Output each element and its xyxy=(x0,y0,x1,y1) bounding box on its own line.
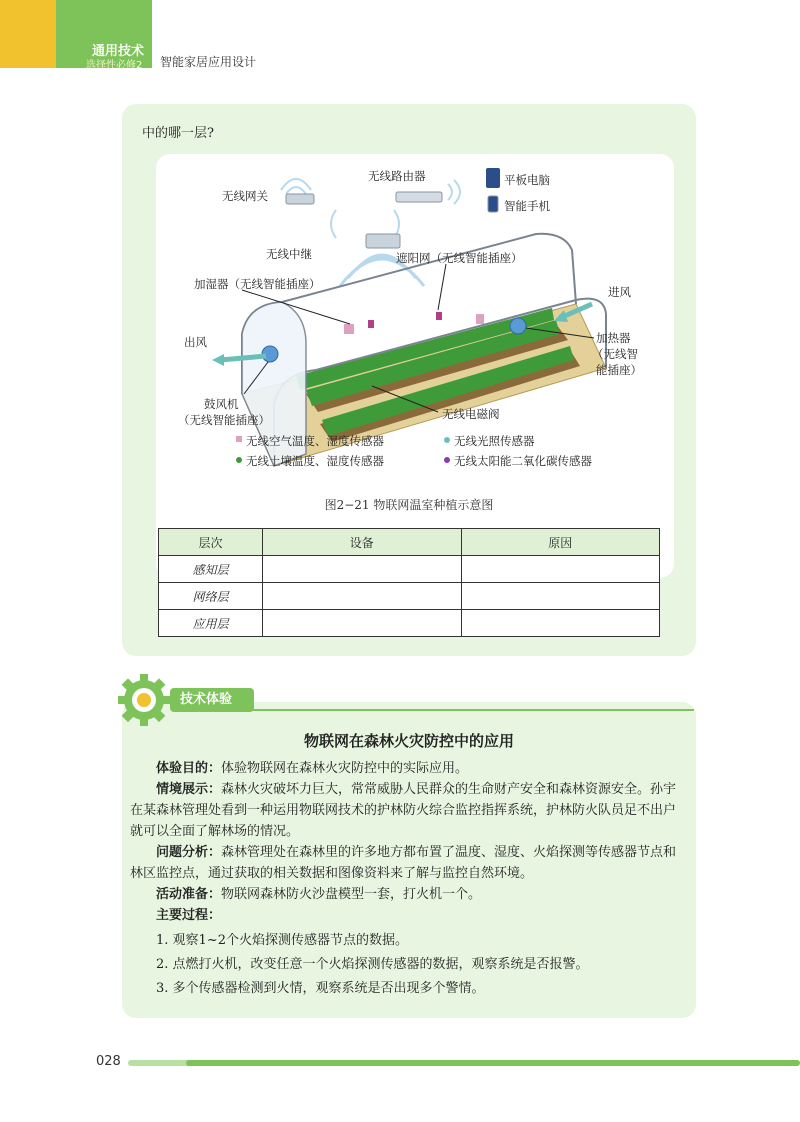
label-air-out: 出风 xyxy=(184,335,207,349)
tech-experience-badge: 技术体验 xyxy=(170,688,254,712)
prep-paragraph xyxy=(130,884,686,905)
book-subtitle: 选择性必修2 xyxy=(86,60,143,71)
purpose-paragraph xyxy=(130,758,686,779)
panel-lead-text: 中的哪一层? xyxy=(142,126,214,141)
chapter-title: 智能家居应用设计 xyxy=(160,55,257,69)
legend-light-sensor: 无线光照传感器 xyxy=(454,434,535,448)
label-blower-1: 鼓风机 xyxy=(204,397,239,411)
table-header: 设备 xyxy=(263,529,462,556)
table-header: 层次 xyxy=(159,529,263,556)
table-cell: 感知层 xyxy=(159,556,263,583)
purpose-label: 体验目的： xyxy=(156,761,222,776)
legend-marker-air xyxy=(236,436,242,442)
wifi-icon xyxy=(448,180,460,204)
table-cell[interactable] xyxy=(461,556,660,583)
table-header-row xyxy=(159,529,660,556)
footer-bar xyxy=(186,1060,800,1066)
table-cell[interactable] xyxy=(263,610,462,637)
scenario-label: 情境展示： xyxy=(156,782,222,797)
analysis-label: 问题分析： xyxy=(156,845,222,860)
label-air-in: 进风 xyxy=(608,285,631,299)
layer-table xyxy=(158,528,660,637)
gear-icon xyxy=(116,672,172,728)
analysis-text: 森林管理处在森林里的许多地方都布置了温度、湿度、火焰探测等传感器节点和林区监控点，通过获取的相关数据和图像资料来了解与监控自然环境。 xyxy=(130,845,677,881)
sensor-icon xyxy=(436,312,442,320)
page-number: 028 xyxy=(96,1054,121,1069)
label-heater-1: 加热器 xyxy=(596,331,631,345)
book-title: 通用技术 xyxy=(92,44,145,59)
legend-marker-soil xyxy=(236,457,242,463)
label-router: 无线路由器 xyxy=(368,169,426,183)
router-icon xyxy=(396,192,442,202)
step-item: 3. 多个传感器检测到火情，观察系统是否出现多个警情。 xyxy=(156,981,485,996)
table-cell: 网络层 xyxy=(159,583,263,610)
label-phone: 智能手机 xyxy=(504,199,550,213)
sensor-icon xyxy=(368,320,374,328)
tech-experience-panel xyxy=(122,702,696,1018)
legend-co2-sensor: 无线太阳能二氧化碳传感器 xyxy=(454,454,592,468)
legend-marker-co2 xyxy=(444,457,450,463)
table-cell: 应用层 xyxy=(159,610,263,637)
table-cell[interactable] xyxy=(263,556,462,583)
air-out-arrow-head xyxy=(212,354,224,366)
label-shade-net: 遮阳网（无线智能插座） xyxy=(396,251,523,265)
legend-marker-light xyxy=(444,437,450,443)
tablet-icon xyxy=(486,168,500,188)
step-item: 2. 点燃打火机，改变任意一个火焰探测传感器的数据，观察系统是否报警。 xyxy=(156,957,589,972)
table-header: 原因 xyxy=(461,529,660,556)
table-row xyxy=(159,556,660,583)
table-cell[interactable] xyxy=(461,610,660,637)
legend-air-sensor: 无线空气温度、湿度传感器 xyxy=(246,434,384,448)
heater-fan-icon xyxy=(510,318,526,334)
scenario-text: 森林火灾破坏力巨大，常常威胁人民群众的生命财产安全和森林资源安全。孙宇在某森林管理处看到一种运用物联网技术的护林防火综合监控指挥系统，护林防火队员足不出户就可以全面了解林场的情况。 xyxy=(130,782,677,839)
prep-text: 物联网森林防火沙盘模型一套，打火机一个。 xyxy=(221,887,482,902)
label-humidifier: 加湿器（无线智能插座） xyxy=(194,277,321,291)
label-heater-2: （无线智 xyxy=(592,347,638,361)
label-heater-3: 能插座） xyxy=(596,363,642,377)
scenario-paragraph xyxy=(130,779,686,842)
label-blower-2: （无线智能插座） xyxy=(178,413,270,427)
label-gateway: 无线网关 xyxy=(222,189,268,203)
wifi-icon xyxy=(281,179,311,194)
prep-label: 活动准备： xyxy=(156,887,222,902)
label-repeater: 无线中继 xyxy=(266,247,312,261)
greenhouse-figure xyxy=(156,154,674,578)
experience-title: 物联网在森林火灾防控中的应用 xyxy=(303,732,514,750)
thinking-panel xyxy=(122,104,696,656)
gateway-icon xyxy=(286,194,314,204)
table-row xyxy=(159,610,660,637)
legend-soil-sensor: 无线土壤温度、湿度传感器 xyxy=(246,454,384,468)
process-label: 主要过程： xyxy=(156,908,222,923)
sensor-icon xyxy=(344,324,354,334)
figure-caption: 图2−21 物联网温室种植示意图 xyxy=(324,498,494,512)
repeater-icon xyxy=(366,234,400,248)
table-cell[interactable] xyxy=(263,583,462,610)
process-heading xyxy=(130,905,686,926)
label-tablet: 平板电脑 xyxy=(504,173,550,187)
phone-icon xyxy=(488,196,498,212)
analysis-paragraph xyxy=(130,842,686,884)
sensor-icon xyxy=(476,314,484,324)
label-valve: 无线电磁阀 xyxy=(442,407,500,421)
step-item: 1. 观察1~2个火焰探测传感器节点的数据。 xyxy=(156,933,408,948)
table-row xyxy=(159,583,660,610)
table-cell[interactable] xyxy=(461,583,660,610)
badge-divider xyxy=(250,709,694,711)
purpose-text: 体验物联网在森林火灾防控中的实际应用。 xyxy=(221,761,469,776)
